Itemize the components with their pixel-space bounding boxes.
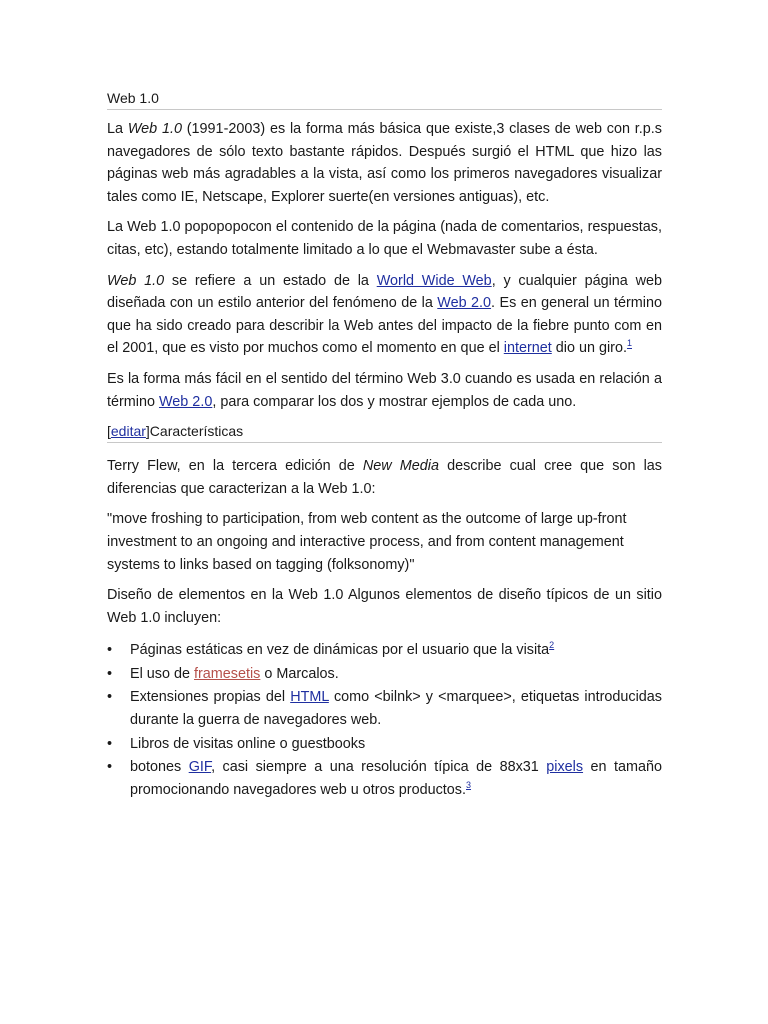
text: botones [130,759,189,776]
footnote-link-2[interactable]: 2 [549,640,555,651]
paragraph-comparison [107,368,662,413]
bullet: • [107,665,113,682]
document-body [107,88,662,802]
footnote-link-3[interactable]: 3 [466,780,472,791]
text: Es la forma más fácil en el sentido del término Web 3.0 cuando es usada en relación a término [107,370,662,410]
link-framesetis[interactable]: framesetis [194,665,261,682]
section-heading-caracteristicas [107,421,662,443]
bullet: • [107,759,113,776]
list-item [107,639,662,662]
text: como <bilnk> y <marquee>, etiquetas introducidas durante la guerra de navegadores web. [130,689,662,729]
text: o Marcalos. [260,665,339,682]
text: Terry Flew, en la tercera edición de [107,458,363,475]
list-item [107,733,662,756]
text: (1991-2003) es la forma más básica que existe,3 clases de web con r.p.s navegadores de sólo texto bastante rápidos. Después surgió el HTML que hizo las páginas web más agradables a la vista, así como los primeros navegadores visualizar tales como IE, Netscape, Explorer suerte(en versiones antiguas), etc. [107,121,662,205]
paragraph-design-elements: Diseño de elementos en la Web 1.0 Algunos elementos de diseño típicos de un sitio Web 1.0 incluyen: [107,587,662,626]
link-web-2-0[interactable]: Web 2.0 [158,393,213,410]
text: El uso de [130,665,194,682]
link-web-2-0[interactable]: Web 2.0 [437,295,492,312]
text: , para comparar los dos y mostrar ejemplos de cada uno. [212,393,577,410]
link-pixels[interactable]: pixels [546,759,584,776]
text: describe cual cree que son las diferencias que caracterizan a la Web 1.0: [107,458,662,497]
emphasis-web-1-0: Web 1.0 [127,121,182,137]
text: Extensiones propias del [130,689,291,706]
bracket: [ [107,423,111,440]
text: , casi siempre a una resolución típica de 88x31 [211,759,547,776]
emphasis-new-media: New Media [362,458,439,475]
section-heading-web-1-0: Web 1.0 [107,88,662,110]
paragraph-content: La Web 1.0 popopopocon el contenido de la página (nada de comentarios, respuestas, citas, etc), estando totalmente limitado a lo que el Webmavaster sube a ésta. [107,219,662,258]
list-item [107,756,662,801]
text: Libros de visitas online o guestbooks [130,735,366,752]
footnote-link-1[interactable]: 1 [626,338,632,349]
text: Páginas estáticas en vez de dinámicas por el usuario que la visita [130,642,550,659]
text: dio un giro. [551,340,627,357]
paragraph-intro [107,118,662,208]
design-elements-list [107,639,662,801]
heading-text: ]Características [145,423,244,440]
list-item [107,663,662,686]
bullet: • [107,642,113,659]
link-world-wide-web[interactable]: World Wide Web [376,272,492,289]
text: , y cualquier página web diseñada con un estilo anterior del fenómeno de la [107,272,662,312]
link-internet[interactable]: internet [503,340,552,357]
link-html[interactable]: HTML [290,689,329,706]
emphasis-web-1-0: Web 1.0 [107,272,165,289]
paragraph-terry-flew [107,455,662,500]
bullet: • [107,689,113,706]
list-item [107,686,662,731]
text: en tamaño promocionando navegadores web u otros productos. [130,759,662,798]
text: La [107,121,128,137]
text: . Es en general un término que ha sido creado para describir la Web antes del impacto de la fiebre punto com en el 2001, que es visto por muchos como el momento en que el [107,295,662,357]
paragraph-definition [107,270,662,360]
text: se refiere a un estado de la [164,272,377,289]
paragraph-quote: "move froshing to participation, from web content as the outcome of large up-front investment to an ongoing and interactive process, and from content management systems to links based on tagging (folksonomy)" [107,511,627,573]
edit-link[interactable]: editar [110,423,146,440]
bullet: • [107,735,113,752]
link-gif[interactable]: GIF [188,759,212,776]
